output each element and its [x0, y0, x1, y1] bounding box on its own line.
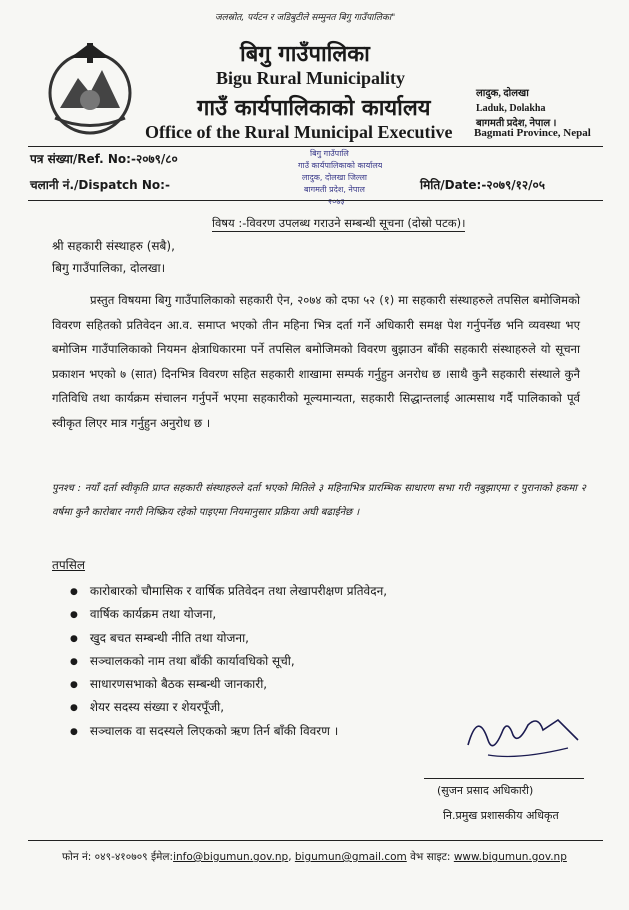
date-value: २०७९/१२/०५ [486, 178, 546, 192]
list-item: ● शेयर सदस्य संख्या र शेयरपूँजी, [70, 696, 387, 719]
ref-value: २०७९/८० [135, 152, 178, 166]
date-label: मिति/Date:- [420, 178, 487, 192]
signatory-title: नि.प्रमुख प्रशासकीय अधिकृत [443, 809, 559, 822]
tapsil-list [70, 580, 387, 743]
address-block [476, 86, 556, 131]
body-paragraph: प्रस्तुत विषयमा बिगु गाउँपालिकाको सहकारी ऐन, २०७४ को दफा ५२ (१) मा सहकारी संस्थाहरुले तपसिल बमोजिमको विवरण सहितको प्रतिवेदन आ.व. समाप्त भएको तीन महिना भित्र दर्ता गर्ने अधिकारी समक्ष पेश गर्नुपर्नेछ भनि व्यवस्था भए बमोजिम गाउँपालिकाको नियमन क्षेत्राधिकारमा पर्ने तपसिल बमोजिमको विवरण बुझाउन बाँकी सहकारी संस्थाहरुले यो सूचना प्रकाशन भएको ७ (सात) दिनभित्र विवरण सहित सहकारी शाखामा सम्पर्क गर्नुहुन अनरोध छ ।साथै कुनै सहकारी संस्थाले कुनै गतिविधि तथा कार्यक्रम संचालन गर्नुपर्ने भएमा सहकारीको मूल्यमान्यता, सहकारी सिद्धान्तलाई आत्मसाथ गर्दै पालिकाको पूर्व स्वीकृत लिएर मात्र गर्नुहुन अनुरोध छ । [52, 293, 580, 430]
footer-contact: फोन नं: ०४९-४१०७०९ ईमेल:info@bigumun.gov.np, bigumun@gmail.com वेभ साइट: www.bigumun.gov.np [62, 851, 567, 863]
footer-phone: फोन नं: ०४९-४१०७०९ [62, 851, 148, 863]
municipality-name-np: बिगु गाउँपालिका [240, 41, 370, 67]
office-name-np: गाउँ कार्यपालिकाको कार्यालय [197, 95, 431, 121]
recipient-line-2: बिगु गाउँपालिका, दोलखा। [52, 261, 166, 275]
address-en-1: Laduk, Dolakha [476, 103, 546, 114]
stamp-line-2: गाउँ कार्यपालिकाको कार्यालय [298, 161, 382, 170]
address-np-2: बागमती प्रदेश, नेपाल । [476, 118, 557, 129]
stamp-line-5: २०७३ [328, 197, 345, 206]
address-en-2: Bagmati Province, Nepal [474, 127, 591, 139]
footer-email-1[interactable]: info@bigumun.gov.np [173, 851, 289, 863]
dispatch-number [30, 176, 170, 193]
recipient-block [52, 235, 175, 279]
stamp-line-3: लादुक, दोलखा जिल्ला [302, 173, 367, 182]
header-divider [28, 146, 603, 147]
meta-divider [28, 200, 603, 201]
municipality-name-en: Bigu Rural Municipality [216, 68, 406, 88]
office-name-en: Office of the Rural Municipal Executive [145, 122, 453, 142]
postscript: पुनश्च : नयाँ दर्ता स्वीकृति प्राप्त सहकारी संस्थाहरुले दर्ता भएको मितिले ३ महिनाभित्र प्रारम्भिक साधारण सभा गरी नबुझाएमा र पुरानाको हकमा २ वर्षमा कुनै कारोबार नगरी निष्क्रिय रहेको पाइएमा नियमानुसार प्रक्रिया अघी बढाईनेछ । [52, 483, 586, 518]
footer-web-label: वेभ साइट: [410, 851, 451, 863]
office-stamp [296, 142, 382, 208]
dispatch-label: चलानी नं./Dispatch No:- [30, 178, 170, 192]
subject-line: विषय :-विवरण उपलब्ध गराउने सम्बन्धी सूचना (दोस्रो पटक)। [212, 216, 466, 230]
footer-website[interactable]: www.bigumun.gov.np [453, 851, 567, 863]
ref-label: पत्र संख्या/Ref. No:- [30, 152, 136, 166]
list-item: ● वार्षिक कार्यक्रम तथा योजना, [70, 603, 387, 626]
stamp-line-1: बिगु गाउँपालि [310, 149, 349, 158]
address-np-1: लादुक, दोलखा [476, 88, 529, 99]
recipient-line-1: श्री सहकारी संस्थाहरु (सबै), [52, 239, 175, 253]
stamp-line-4: बागमती प्रदेश, नेपाल [304, 185, 365, 194]
signature-icon [458, 700, 588, 770]
footer-email-2[interactable]: bigumun@gmail.com [294, 851, 407, 863]
tapsil-heading: तपसिल [52, 558, 86, 572]
list-item: ● कारोबारको चौमासिक र वार्षिक प्रतिवेदन तथा लेखापरीक्षण प्रतिवेदन, [70, 580, 387, 603]
signatory-name: (सुजन प्रसाद अधिकारी) [437, 784, 534, 797]
letter-date [420, 176, 545, 193]
list-item: ● खुद बचत सम्बन्धी नीति तथा योजना, [70, 627, 387, 650]
footer-divider [28, 840, 603, 841]
motto: जलस्रोत, पर्यटन र जडिबुटीले सम्मुनत बिगु गाउँपालिका" [215, 13, 396, 23]
ref-number [30, 150, 178, 167]
list-item: ● साधारणसभाको बैठक सम्बन्धी जानकारी, [70, 673, 387, 696]
nepal-emblem-icon [40, 38, 140, 138]
signature-line [424, 778, 584, 779]
list-item: ● सञ्चालक वा सदस्यले लिएकको ऋण तिर्न बाँकी विवरण । [70, 720, 387, 743]
footer-email-label: ईमेल: [150, 851, 174, 863]
list-item: ● सञ्चालकको नाम तथा बाँकी कार्यावधिको सूची, [70, 650, 387, 673]
